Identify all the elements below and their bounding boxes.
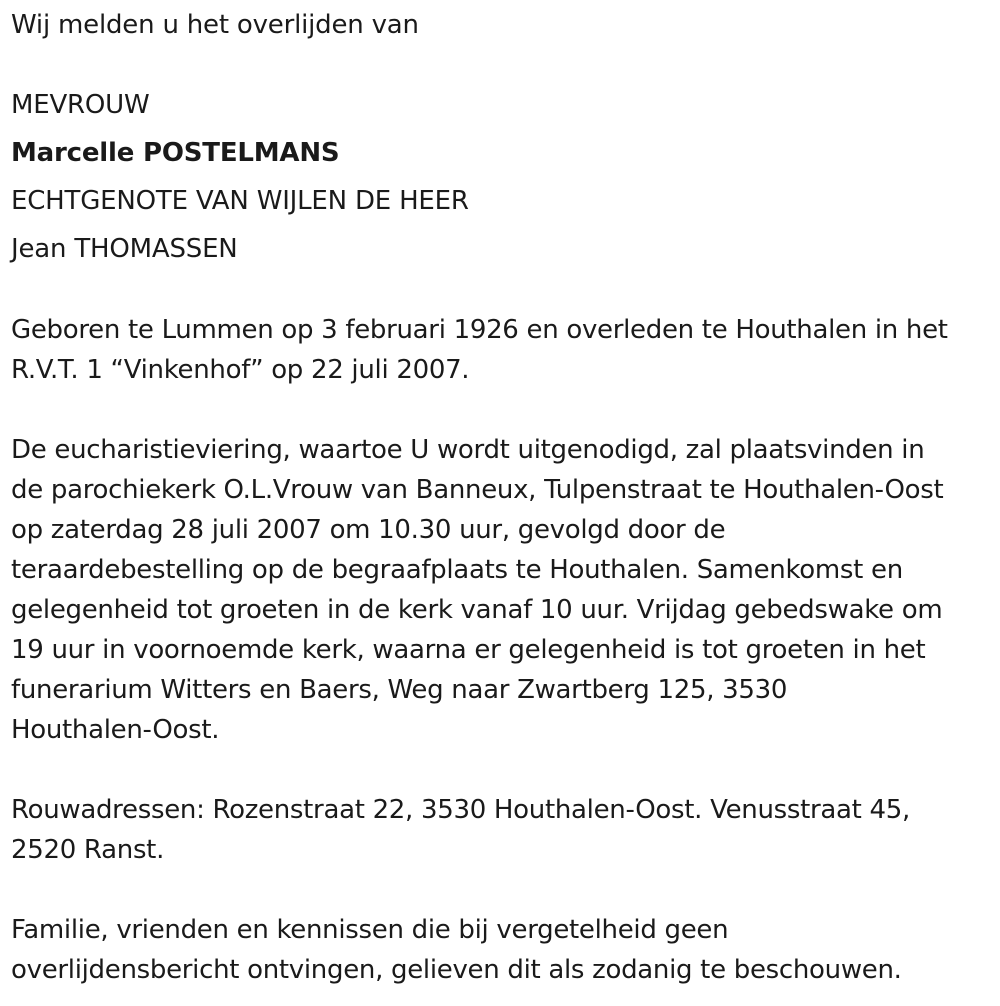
spouse-name: Jean THOMASSEN [11,234,238,264]
paragraph-line: Houthalen-Oost. [11,715,220,745]
paragraph-line: gelegenheid tot groeten in de kerk vanaf 10 uur. Vrijdag gebedswake om [11,595,943,625]
closing-paragraph [11,910,996,990]
paragraph-line: Rouwadressen: Rozenstraat 22, 3530 Houthalen-Oost. Venusstraat 45, [11,795,910,825]
birth-death-paragraph [11,310,996,390]
paragraph-line: 19 uur in voornoemde kerk, waarna er gelegenheid is tot groeten in het [11,635,926,665]
paragraph-line: de parochiekerk O.L.Vrouw van Banneux, Tulpenstraat te Houthalen-Oost [11,475,944,505]
paragraph-line: 2520 Ranst. [11,835,165,865]
addresses-paragraph [11,790,996,870]
paragraph-line: R.V.T. 1 “Vinkenhof” op 22 juli 2007. [11,355,470,385]
intro-text: Wij melden u het overlijden van [11,10,419,40]
ceremony-paragraph [11,430,996,750]
paragraph-line: teraardebestelling op de begraafplaats te Houthalen. Samenkomst en [11,555,903,585]
paragraph-line: De eucharistieviering, waartoe U wordt uitgenodigd, zal plaatsvinden in [11,435,925,465]
paragraph-line: funerarium Witters en Baers, Weg naar Zwartberg 125, 3530 [11,675,788,705]
salutation: MEVROUW [11,90,150,120]
paragraph-line: overlijdensbericht ontvingen, gelieven dit als zodanig te beschouwen. [11,955,902,985]
paragraph-line: Familie, vrienden en kennissen die bij vergetelheid geen [11,915,729,945]
paragraph-line: op zaterdag 28 juli 2007 om 10.30 uur, gevolgd door de [11,515,726,545]
paragraph-line: Geboren te Lummen op 3 februari 1926 en overleden te Houthalen in het [11,315,948,345]
relation-text: ECHTGENOTE VAN WIJLEN DE HEER [11,186,469,216]
deceased-name: Marcelle POSTELMANS [11,138,340,168]
